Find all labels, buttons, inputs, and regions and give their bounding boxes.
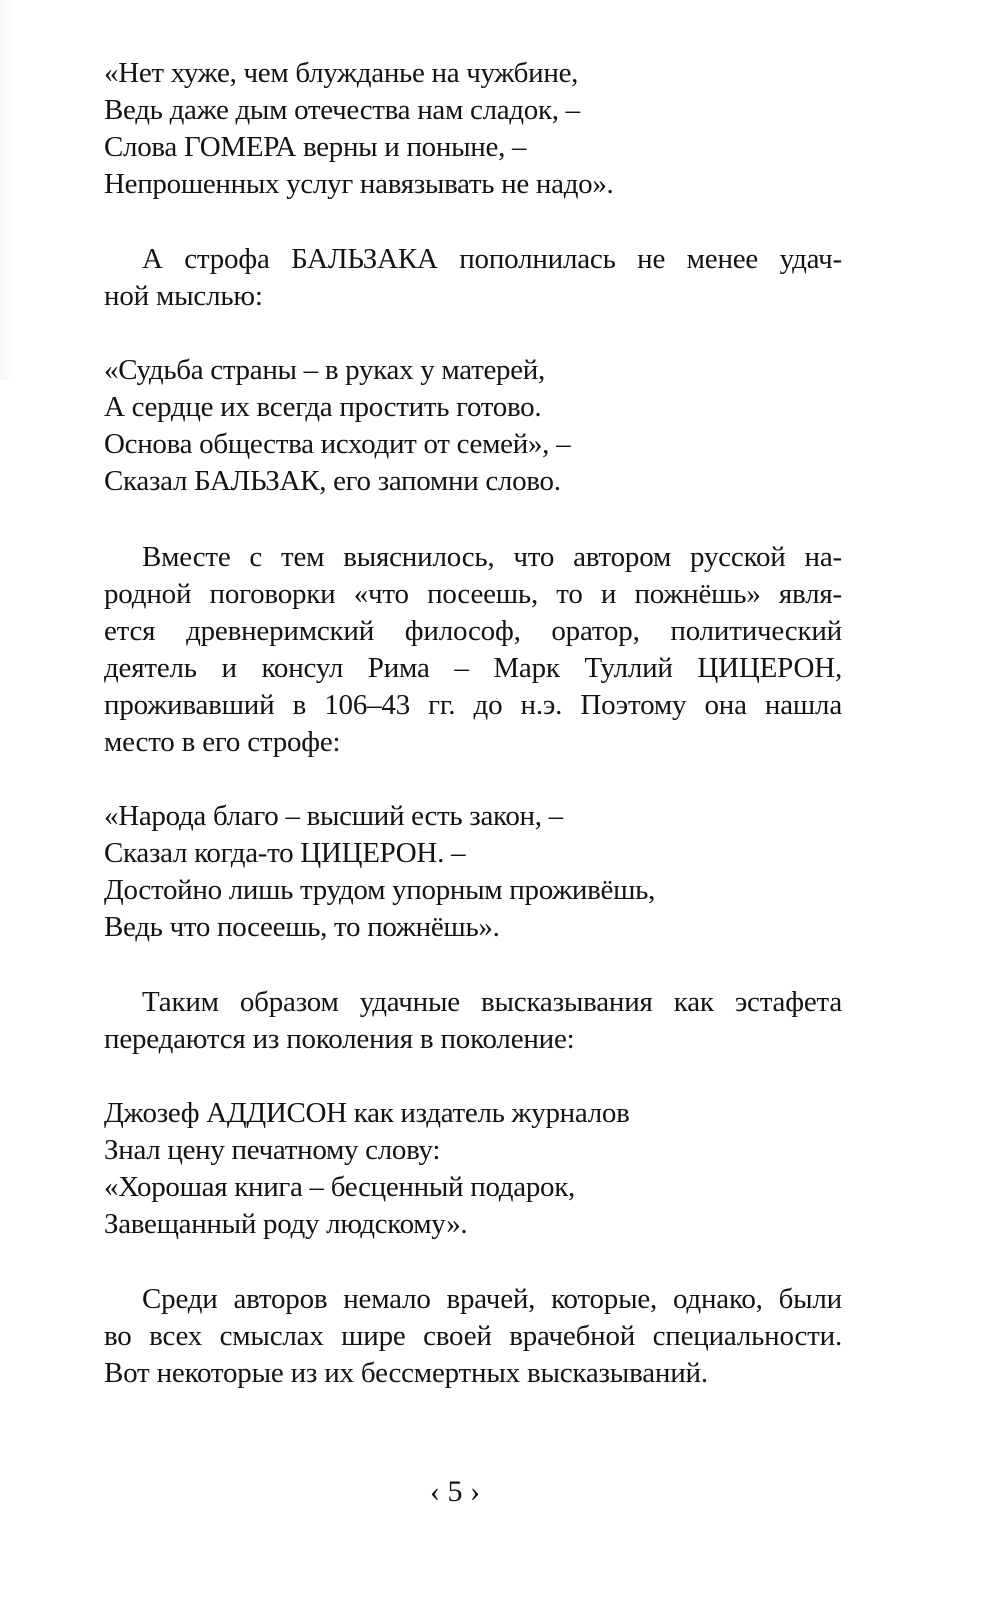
verse-line: Достойно лишь трудом упорным проживёшь, xyxy=(104,874,656,906)
verse-line: Джозеф АДДИСОН как издатель журналов xyxy=(104,1097,630,1129)
paragraph-line: Среди авторов немало врачей, которые, однако, были xyxy=(142,1283,842,1315)
paragraph-line: Вместе с тем выяснилось, что автором русской на- xyxy=(142,541,842,573)
paragraph-balzac-intro xyxy=(66,241,842,315)
paragraph-line: ется древнеримский философ, оратор, политический xyxy=(104,615,842,647)
paragraph-line: проживавший в 106–43 гг. до н.э. Поэтому она нашла xyxy=(104,689,842,721)
verse-cicero xyxy=(104,798,844,946)
verse-line: Сказал БАЛЬЗАК, его запомни слово. xyxy=(104,465,561,497)
paragraph-cicero-intro xyxy=(66,539,842,761)
verse-addison xyxy=(104,1095,844,1243)
page-edge-shadow xyxy=(0,0,14,380)
paragraph-doctors xyxy=(66,1281,842,1392)
paragraph-line: родной поговорки «что посеешь, то и пожнёшь» явля- xyxy=(104,578,842,610)
paragraph-line: ной мыслью: xyxy=(104,280,263,312)
verse-homer xyxy=(104,55,844,203)
verse-line: «Хорошая книга – бесценный подарок, xyxy=(104,1171,575,1203)
verse-line: Ведь даже дым отечества нам сладок, – xyxy=(104,94,580,126)
paragraph-line: деятель и консул Рима – Марк Туллий ЦИЦЕРОН, xyxy=(104,652,842,684)
verse-line: «Судьба страны – в руках у матерей, xyxy=(104,354,545,386)
paragraph-line: во всех смыслах шире своей врачебной специальности. xyxy=(104,1320,842,1352)
verse-line: Сказал когда-то ЦИЦЕРОН. – xyxy=(104,837,466,869)
paragraph-line: Таким образом удачные высказывания как эстафета xyxy=(142,986,842,1018)
verse-line: Знал цену печатному слову: xyxy=(104,1134,441,1166)
verse-line: Завещанный роду людскому». xyxy=(104,1208,468,1240)
verse-balzac xyxy=(104,352,844,500)
verse-line: А сердце их всегда простить готово. xyxy=(104,391,542,423)
verse-line: Ведь что посеешь, то пожнёшь». xyxy=(104,911,500,943)
verse-line: Основа общества исходит от семей», – xyxy=(104,428,571,460)
paragraph-line: передаются из поколения в поколение: xyxy=(104,1023,575,1055)
paragraph-line: место в его строфе: xyxy=(104,726,341,758)
page-number: ‹ 5 › xyxy=(430,1475,480,1508)
paragraph-relay xyxy=(66,984,842,1058)
paragraph-line: Вот некоторые из их бессмертных высказываний. xyxy=(104,1357,708,1389)
verse-line: Непрошенных услуг навязывать не надо». xyxy=(104,168,614,200)
verse-line: «Нет хуже, чем блужданье на чужбине, xyxy=(104,57,579,89)
verse-line: Слова ГОМЕРА верны и поныне, – xyxy=(104,131,527,163)
verse-line: «Народа благо – высший есть закон, – xyxy=(104,800,563,832)
paragraph-line: А строфа БАЛЬЗАКА пополнилась не менее удач- xyxy=(142,243,842,275)
